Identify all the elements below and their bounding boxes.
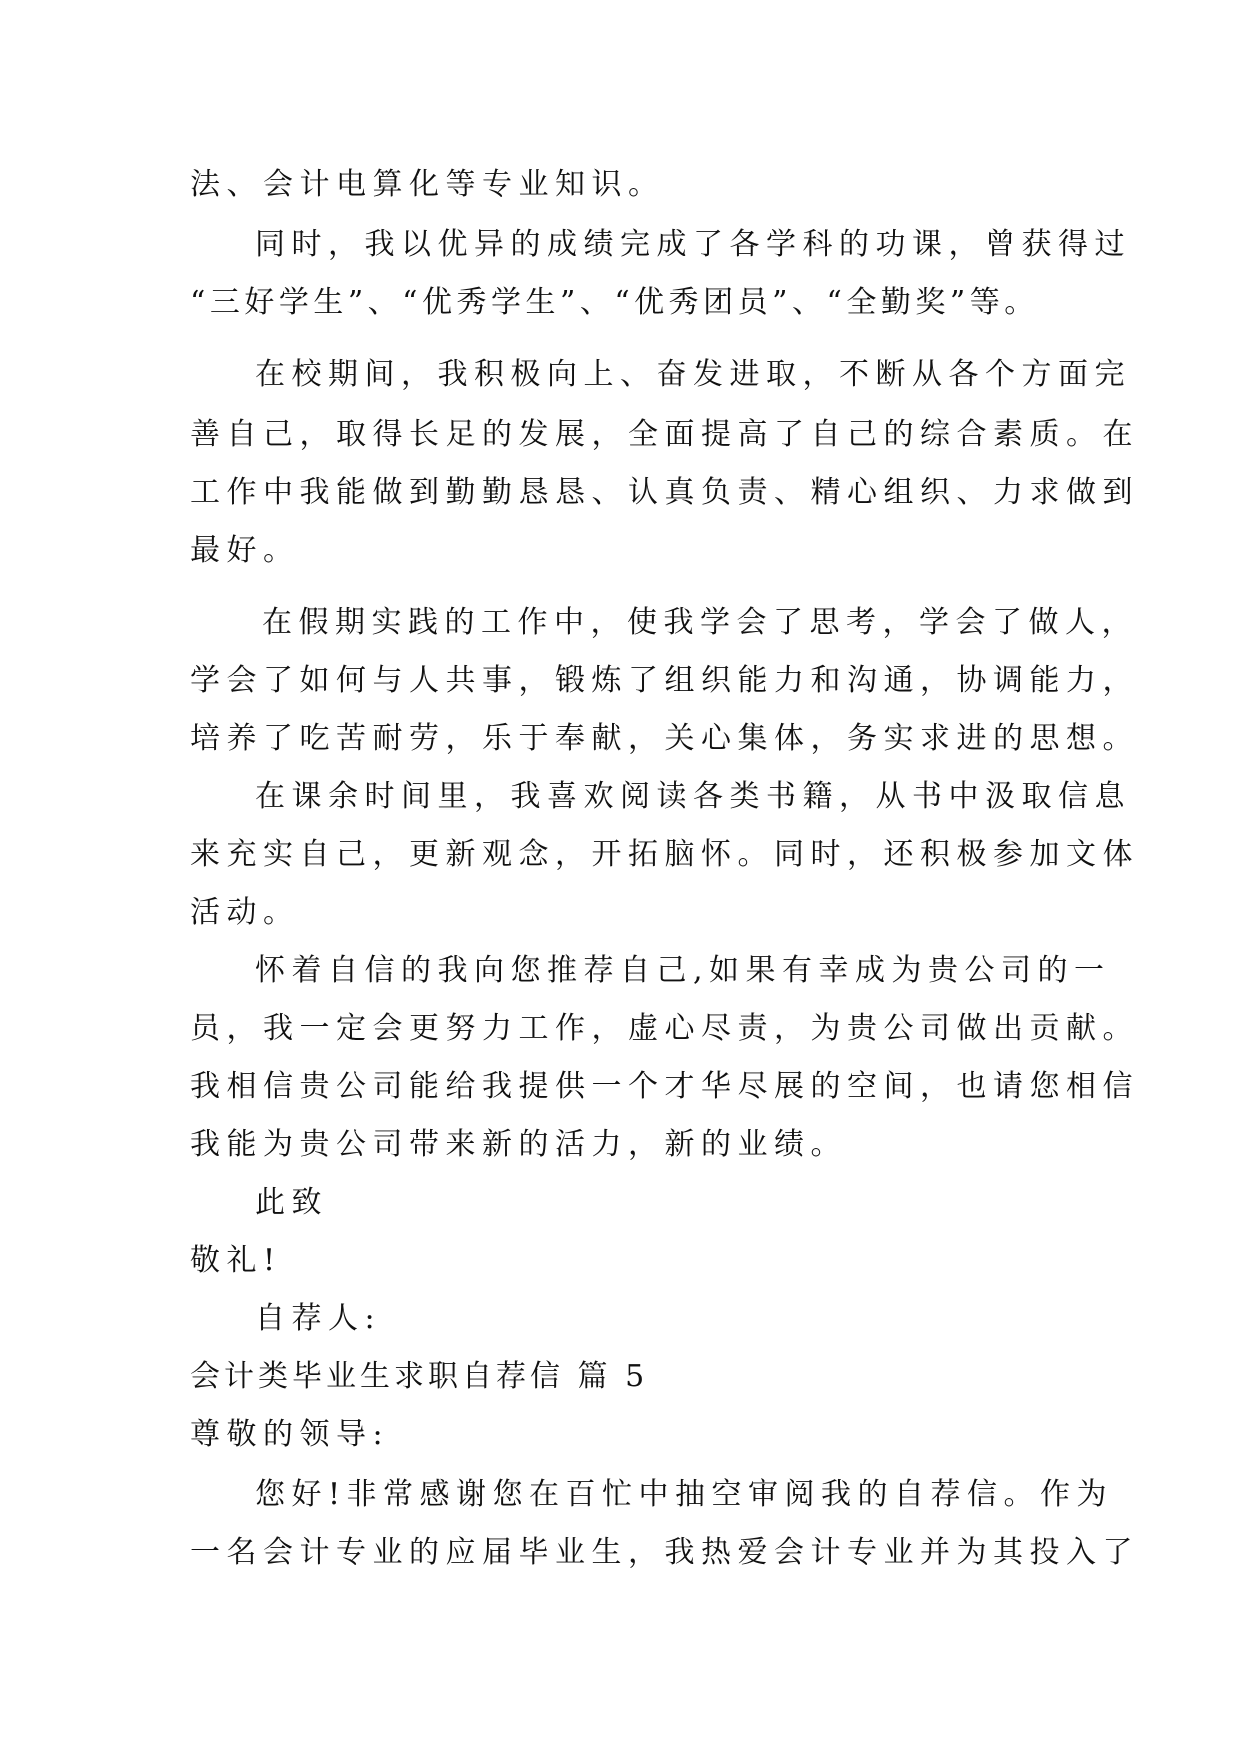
text-line: 您好!非常感谢您在百忙中抽空审阅我的自荐信。作为 xyxy=(255,1477,1114,1512)
text-line: 同时，我以优异的成绩完成了各学科的功课，曾获得过 xyxy=(255,227,1131,262)
text-line: 培养了吃苦耐劳，乐于奉献，关心集体，务实求进的思想。 xyxy=(190,721,1139,756)
text-line: 在校期间，我积极向上、奋发进取，不断从各个方面完 xyxy=(255,357,1131,392)
text-line: “三好学生”、“优秀学生”、“优秀团员”、“全勤奖”等。 xyxy=(190,285,1039,320)
text-line: 怀着自信的我向您推荐自己,如果有幸成为贵公司的一 xyxy=(255,953,1111,988)
text-line: 来充实自己，更新观念，开拓脑怀。同时，还积极参加文体 xyxy=(190,837,1139,872)
text-line: 活动。 xyxy=(190,895,300,930)
text-line: 在课余时间里，我喜欢阅读各类书籍，从书中汲取信息 xyxy=(255,779,1131,814)
closing-salutation: 此致 xyxy=(255,1185,328,1220)
text-line: 最好。 xyxy=(190,533,300,568)
section-title: 会计类毕业生求职自荐信 篇 5 xyxy=(190,1359,649,1394)
text-line: 在假期实践的工作中，使我学会了思考，学会了做人， xyxy=(262,605,1138,640)
text-line: 我相信贵公司能给我提供一个才华尽展的空间，也请您相信 xyxy=(190,1069,1139,1104)
closing-regards: 敬礼! xyxy=(190,1243,282,1278)
greeting: 尊敬的领导: xyxy=(190,1417,390,1452)
text-line: 我能为贵公司带来新的活力，新的业绩。 xyxy=(190,1127,847,1162)
text-line: 员，我一定会更努力工作，虚心尽责，为贵公司做出贡献。 xyxy=(190,1011,1139,1046)
text-line: 工作中我能做到勤勤恳恳、认真负责、精心组织、力求做到 xyxy=(190,475,1139,510)
text-line: 法、会计电算化等专业知识。 xyxy=(190,167,665,202)
signature-label: 自荐人: xyxy=(255,1301,382,1336)
text-line: 善自己，取得长足的发展，全面提高了自己的综合素质。在 xyxy=(190,417,1139,452)
text-line: 学会了如何与人共事，锻炼了组织能力和沟通，协调能力， xyxy=(190,663,1139,698)
text-line: 一名会计专业的应届毕业生，我热爱会计专业并为其投入了 xyxy=(190,1535,1139,1570)
